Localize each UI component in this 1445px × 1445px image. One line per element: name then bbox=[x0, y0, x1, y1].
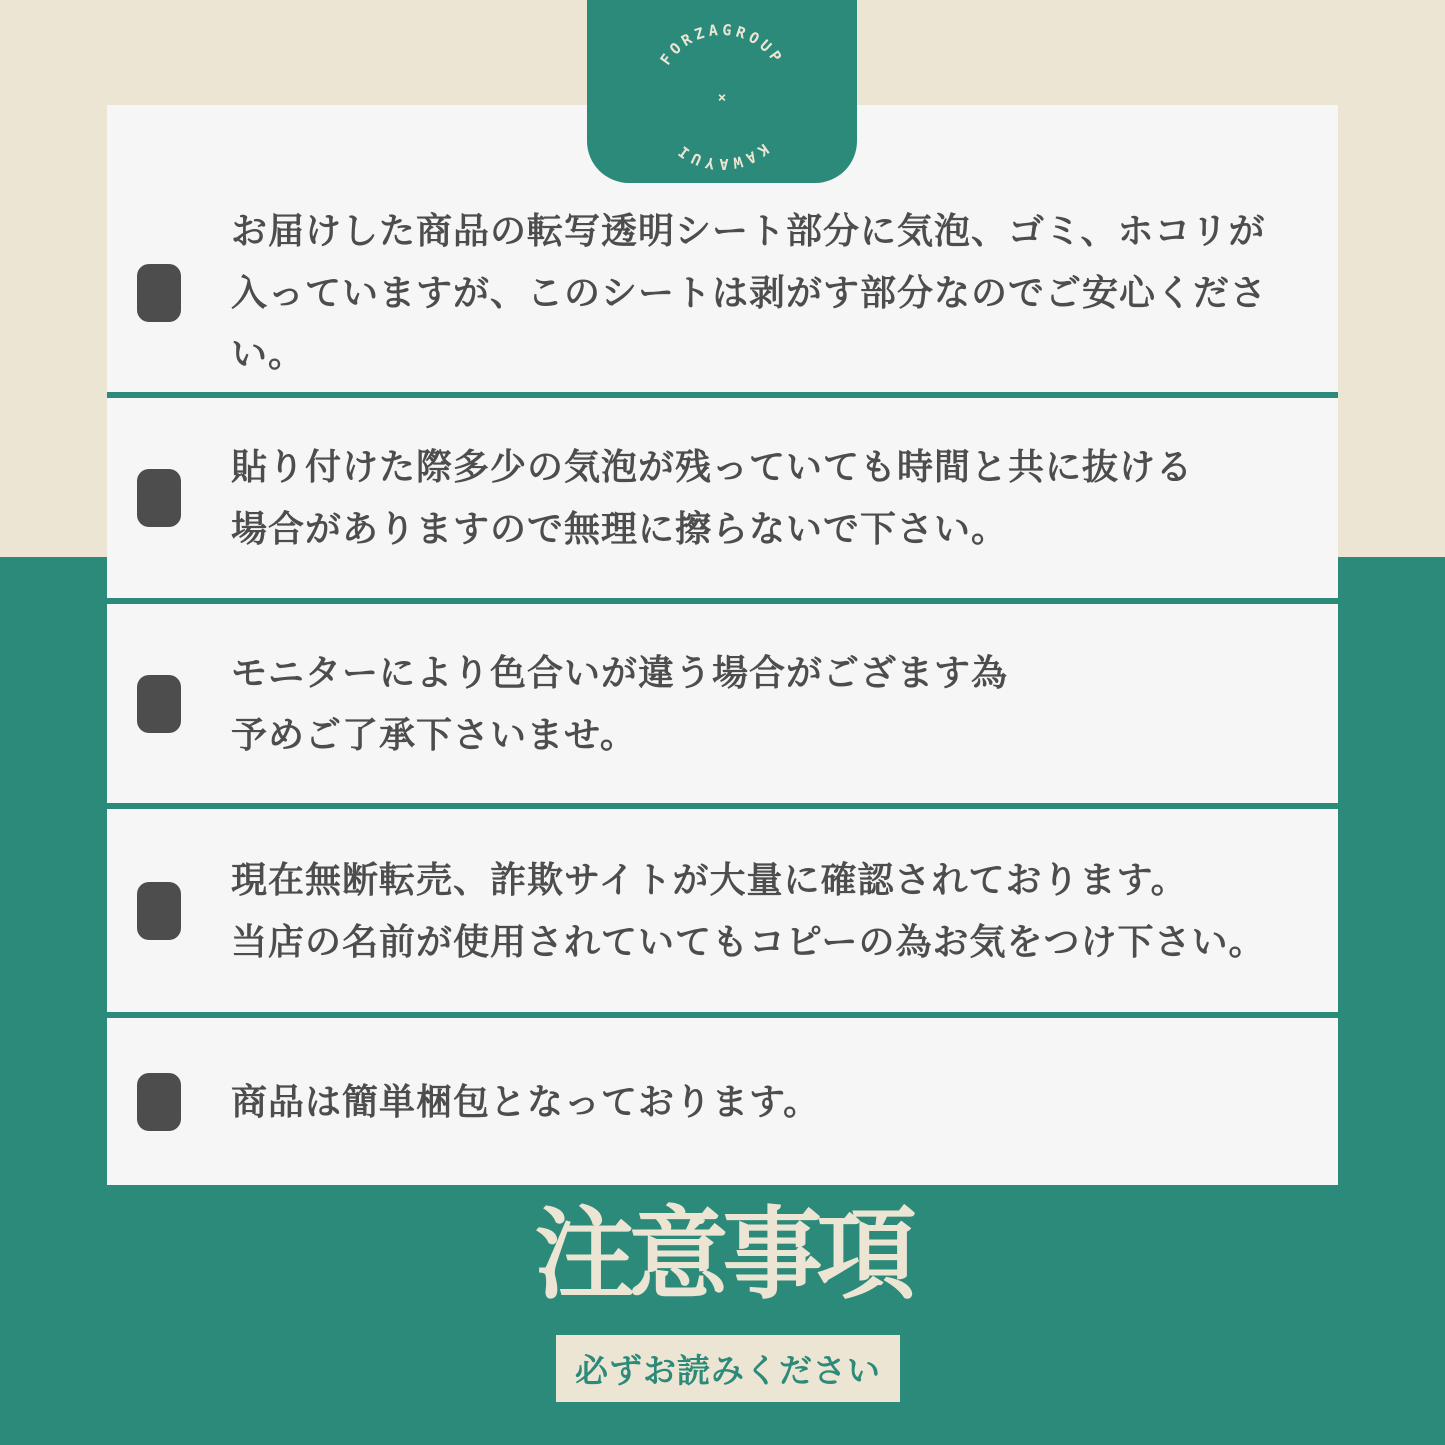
logo-x-text: × bbox=[717, 90, 727, 106]
notice-row bbox=[107, 392, 1338, 598]
notice-panel bbox=[107, 105, 1338, 1185]
checkbox-icon bbox=[137, 882, 181, 940]
checkbox-icon bbox=[137, 469, 181, 527]
must-read-button-label: 必ずお読みください bbox=[575, 1352, 881, 1389]
notice-text bbox=[231, 642, 1008, 766]
notice-text bbox=[231, 200, 1338, 386]
notice-line: 場合がありますので無理に擦らないで下さい。 bbox=[231, 508, 1009, 549]
logo-arc-top-text: FORZAGROUP bbox=[656, 20, 788, 69]
brand-badge bbox=[587, 0, 857, 183]
notice-row bbox=[107, 803, 1338, 1012]
notice-line: 現在無断転売、詐欺サイトが大量に確認されております。 bbox=[231, 858, 1188, 900]
notice-row bbox=[107, 1012, 1338, 1185]
notice-line: 予めご了承下さいませ。 bbox=[231, 713, 637, 755]
checkbox-icon bbox=[137, 675, 181, 733]
notice-text bbox=[231, 849, 1266, 973]
notice-line: 貼り付けた際多少の気泡が残っていても時間と共に抜ける bbox=[231, 446, 1194, 488]
checkbox-icon bbox=[137, 1073, 181, 1131]
checkbox-icon bbox=[137, 264, 181, 322]
notice-line: モニターにより色合いが違う場合がござます為 bbox=[231, 651, 1009, 693]
notice-row bbox=[107, 598, 1338, 803]
svg-text:KAWAYUI bbox=[672, 140, 772, 173]
notice-text bbox=[231, 1071, 820, 1133]
notice-line: 商品は簡単梱包となっております。 bbox=[231, 1080, 821, 1122]
notice-line: お届けした商品の転写透明シート部分に気泡、ゴミ、ホコリが bbox=[231, 209, 1266, 251]
page-title: 注意事項 bbox=[534, 1199, 911, 1311]
logo-arc-bottom-text: KAWAYUI bbox=[671, 139, 773, 174]
notice-line: 当店の名前が使用されていてもコピーの為お気をつけ下さい。 bbox=[231, 920, 1266, 962]
svg-text:FORZAGROUP bbox=[656, 21, 787, 69]
notice-text bbox=[231, 436, 1193, 560]
brand-logo-icon bbox=[587, 0, 857, 183]
notice-line: 入っていますが、このシートは剥がす部分なのでご安心ください。 bbox=[231, 271, 1268, 375]
must-read-button[interactable] bbox=[556, 1335, 900, 1402]
